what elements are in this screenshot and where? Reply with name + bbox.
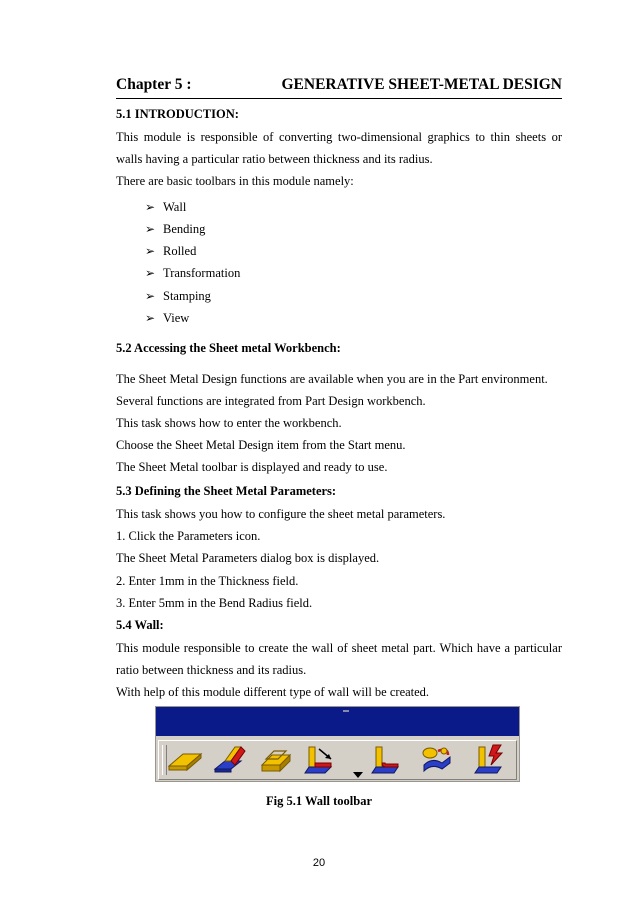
list-item: ➢ Bending [145,222,206,236]
wall-icon[interactable] [166,741,204,779]
chapter-heading [116,74,562,99]
paragraph-line: The Sheet Metal Parameters dialog box is displayed. [116,551,380,565]
paragraph-line: There are basic toolbars in this module namely: [116,174,354,188]
paragraph-line: The Sheet Metal toolbar is displayed and ready to use. [116,460,388,474]
chapter-title: GENERATIVE SHEET-METAL DESIGN [281,76,562,93]
arrow-bullet-icon: ➢ [145,266,156,280]
paragraph-line: walls having a particular ratio between thickness and its radius. [116,152,433,166]
paragraph-line: This module is responsible of converting two-dimensional graphics to thin sheets or [116,130,562,144]
wall-toolbar-figure [155,706,520,782]
toolbar-grip [343,710,349,712]
swept-walls-icon[interactable] [301,741,339,779]
arrow-bullet-icon: ➢ [145,200,156,214]
paragraph-line: This task shows you how to configure the sheet metal parameters. [116,507,446,521]
list-item: ➢ Rolled [145,244,197,258]
paragraph-line: This module responsible to create the wall of sheet metal part. Which have a particular [116,641,562,655]
list-item: ➢ Transformation [145,266,241,280]
section-heading-parameters: 5.3 Defining the Sheet Metal Parameters: [116,484,337,498]
section-heading-wall: 5.4 Wall: [116,618,164,632]
tear-drop-icon[interactable] [471,741,509,779]
paragraph-line: This task shows how to enter the workbench. [116,416,342,430]
hem-icon[interactable] [418,741,456,779]
paragraph-line: The Sheet Metal Design functions are available when you are in the Part environment. [116,372,548,386]
paragraph-line: Several functions are integrated from Part Design workbench. [116,394,426,408]
arrow-bullet-icon: ➢ [145,311,156,325]
arrow-bullet-icon: ➢ [145,222,156,236]
chapter-label: Chapter 5 : [116,76,192,93]
paragraph-line: 2. Enter 1mm in the Thickness field. [116,574,299,588]
wall-on-edge-icon[interactable] [211,741,249,779]
extrusion-icon[interactable] [256,741,294,779]
list-item: ➢ Stamping [145,289,211,303]
list-item: ➢ Wall [145,200,187,214]
arrow-bullet-icon: ➢ [145,244,156,258]
flange-icon[interactable] [368,741,406,779]
figure-caption: Fig 5.1 Wall toolbar [265,794,373,808]
paragraph-line: 1. Click the Parameters icon. [116,529,261,543]
paragraph-line: 3. Enter 5mm in the Bend Radius field. [116,596,313,610]
page-number: 20 [312,857,326,869]
arrow-bullet-icon: ➢ [145,289,156,303]
section-heading-accessing: 5.2 Accessing the Sheet metal Workbench: [116,341,341,355]
toolbar-titlebar [156,707,519,736]
chevron-down-icon[interactable] [352,771,364,779]
section-heading-introduction: 5.1 INTRODUCTION: [116,107,239,121]
list-item: ➢ View [145,311,190,325]
paragraph-line: With help of this module different type of wall will be created. [116,685,430,699]
paragraph-line: ratio between thickness and its radius. [116,663,307,677]
paragraph-line: Choose the Sheet Metal Design item from the Start menu. [116,438,406,452]
